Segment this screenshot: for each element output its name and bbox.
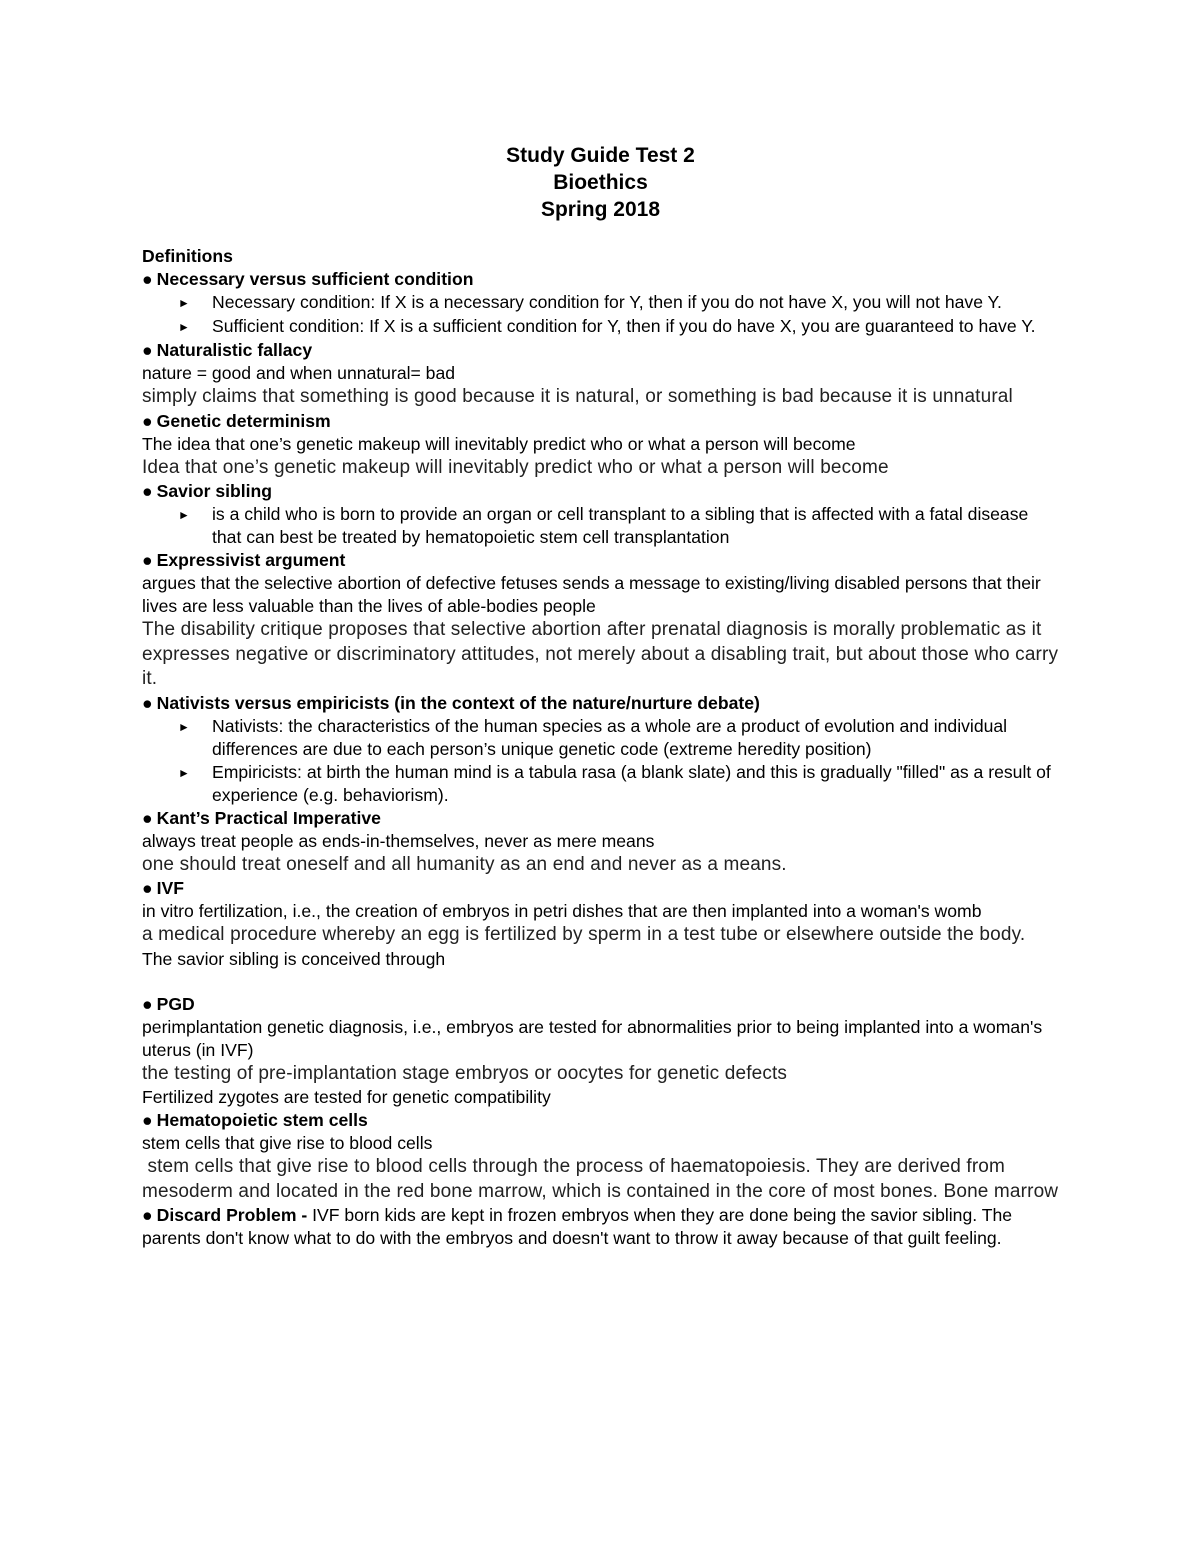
definition-text: perimplantation genetic diagnosis, i.e., embryos are tested for abnormalities prior to being implanted into a woman's uterus (in IVF)	[142, 1016, 1043, 1060]
bullet-icon: ●	[142, 807, 153, 828]
blank-line	[142, 971, 1062, 993]
heading-kant-imperative: ● Kant’s Practical Imperative	[142, 807, 381, 828]
definition-text: stem cells that give rise to blood cells	[142, 1133, 433, 1153]
arrow-bullet-icon: ►	[178, 508, 190, 522]
definition-text: argues that the selective abortion of defective fetuses sends a message to existing/living disabled persons that their lives are less valuable than the lives of able-bodies people	[142, 573, 1041, 616]
definition-text: nature = good and when unnatural= bad	[142, 363, 456, 383]
definition-text: in vitro fertilization, i.e., the creation of embryos in petri dishes that are then implanted into a woman's womb	[142, 901, 982, 921]
heading-pgd: ● PGD	[142, 993, 195, 1014]
heading-expressivist-argument: ● Expressivist argument	[142, 550, 346, 570]
bullet-icon: ●	[142, 550, 153, 570]
sub-item-nativists: ► Nativists: the characteristics of the human species as a whole are a product of evolution and individual differences are due to each person’s unique genetic code (extreme heredity position)	[178, 715, 1008, 759]
bullet-icon: ●	[142, 1205, 153, 1225]
arrow-bullet-icon: ►	[178, 765, 190, 780]
title-block	[139, 142, 1062, 223]
definition-text: always treat people as ends-in-themselves, never as mere means	[142, 830, 655, 851]
heading-nativists-empiricists: ● Nativists versus empiricists (in the context of the nature/nurture debate)	[142, 692, 760, 713]
heading-savior-sibling: ● Savior sibling	[142, 481, 273, 501]
definition-text-alt: The disability critique proposes that selective abortion after prenatal diagnosis is morally problematic as it expresses negative or discriminatory attitudes, not merely about a disabling trait, but about those who carry it.	[142, 619, 1059, 689]
definition-text-alt: one should treat oneself and all humanity as an end and never as a means.	[142, 853, 787, 875]
sub-item-sufficient: ► Sufficient condition: If X is a sufficient condition for Y, then if you do have X, you are guaranteed to have Y.	[178, 315, 1062, 339]
definition-text: The idea that one’s genetic makeup will inevitably predict who or what a person will become	[142, 433, 856, 454]
heading-discard-problem: Discard Problem -	[156, 1205, 313, 1225]
heading-ivf: ● IVF	[142, 878, 185, 898]
definition-text-alt: stem cells that give rise to blood cells through the process of haematopoiesis. They are derived from mesoderm and located in the red bone marrow, which is contained in the core of most bones. Bone marrow	[142, 1156, 1059, 1202]
arrow-bullet-icon: ►	[178, 296, 190, 310]
definitions-content	[142, 245, 1062, 1250]
bullet-icon: ●	[142, 410, 153, 431]
arrow-bullet-icon: ►	[178, 719, 190, 734]
definitions-label: Definitions	[142, 246, 233, 266]
document-page	[142, 142, 1062, 1250]
heading-necessary-sufficient: ● Necessary versus sufficient condition	[142, 269, 474, 289]
title-line-3: Spring 2018	[540, 198, 661, 221]
bullet-icon: ●	[142, 993, 153, 1014]
bullet-icon: ●	[142, 878, 153, 898]
bullet-icon: ●	[142, 269, 153, 289]
heading-naturalistic-fallacy: ● Naturalistic fallacy	[142, 340, 313, 360]
title-line-2: Bioethics	[553, 171, 648, 194]
sub-item-necessary: ► Necessary condition: If X is a necessary condition for Y, then if you do not have X, you will not have Y.	[178, 291, 1062, 315]
sub-item-savior: ► is a child who is born to provide an organ or cell transplant to a sibling that is affected with a fatal disease that can best be treated by hematopoietic stem cell transplantation	[178, 504, 1029, 547]
discard-problem-paragraph	[142, 1204, 1062, 1250]
heading-genetic-determinism: ● Genetic determinism	[142, 410, 331, 431]
title-line-1: Study Guide Test 2	[506, 144, 695, 167]
heading-hematopoietic-stem-cells: ● Hematopoietic stem cells	[142, 1110, 368, 1130]
bullet-icon: ●	[142, 481, 153, 501]
definition-text-alt: Idea that one’s genetic makeup will inevitably predict who or what a person will become	[142, 456, 889, 478]
bullet-icon: ●	[142, 340, 153, 360]
definition-text-alt: the testing of pre-implantation stage embryos or oocytes for genetic defects	[142, 1062, 788, 1084]
bullet-icon: ●	[142, 692, 153, 713]
bullet-icon: ●	[142, 1110, 153, 1130]
definition-text-alt: a medical procedure whereby an egg is fertilized by sperm in a test tube or elsewhere outside the body.	[142, 924, 1026, 945]
definition-text: IVF born kids are kept in frozen embryos when they are done being the savior sibling. The parents don't know what to do with the embryos and doesn't want to throw it away because of that guilt feeling.	[142, 1205, 1013, 1248]
definition-text-alt: simply claims that something is good because it is natural, or something is bad because it is unnatural	[142, 386, 1013, 407]
definition-text: The savior sibling is conceived through	[142, 948, 446, 969]
definition-text: Fertilized zygotes are tested for genetic compatibility	[142, 1087, 551, 1107]
sub-item-empiricists: ► Empiricists: at birth the human mind is a tabula rasa (a blank slate) and this is gradually "filled" as a result of experience (e.g. behaviorism).	[178, 761, 1051, 805]
arrow-bullet-icon: ►	[178, 320, 190, 334]
